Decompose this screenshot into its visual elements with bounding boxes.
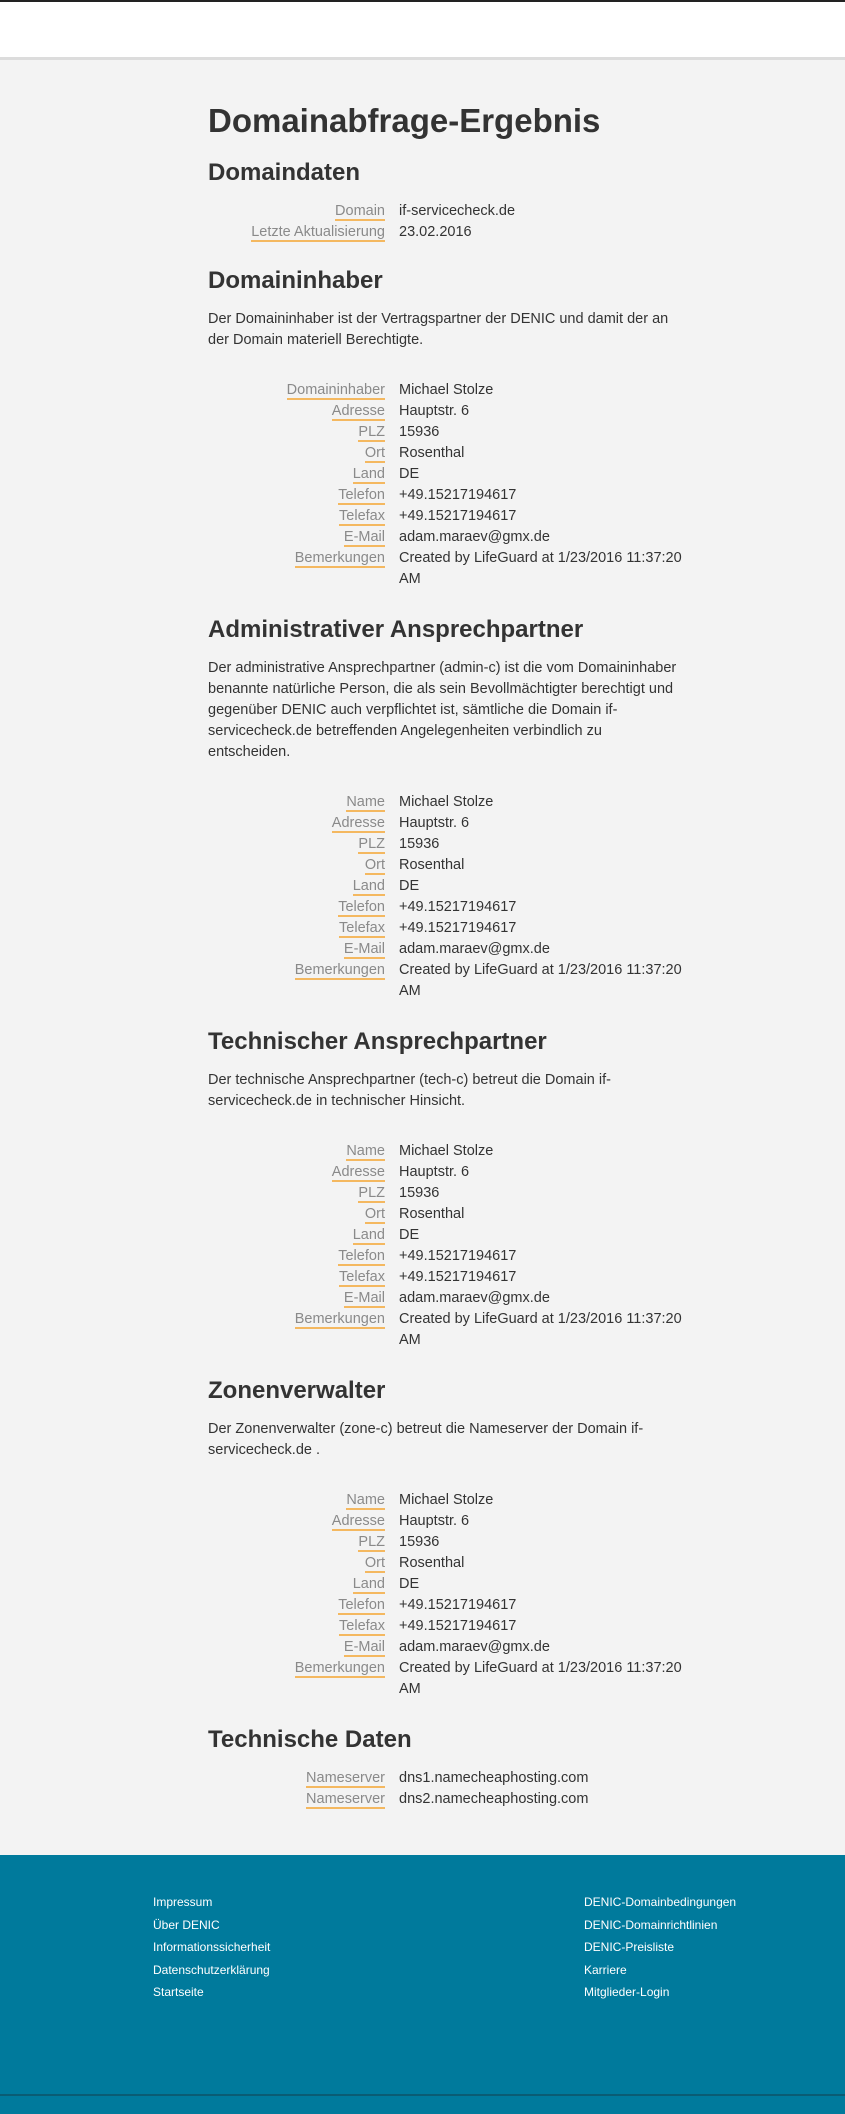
kv-value: Rosenthal: [399, 445, 465, 461]
kv-value: 15936: [399, 424, 440, 440]
kv-label: E-Mail: [343, 529, 385, 545]
site-footer: [0, 1855, 845, 2114]
kv-label: E-Mail: [343, 1639, 385, 1655]
kv-label-cell: [208, 1574, 385, 1595]
kv-label: Land: [352, 466, 385, 482]
kv-value: +49.15217194617: [399, 1597, 517, 1613]
kv-label: PLZ: [358, 424, 385, 440]
kv-label: Nameserver: [306, 1770, 385, 1786]
kv-label: Telefax: [339, 1269, 385, 1285]
kv-list: [208, 792, 688, 1002]
kv-row: [208, 527, 688, 548]
footer-link[interactable]: DENIC-Domainbedingungen: [584, 1895, 737, 1909]
section-heading: Domaindaten: [208, 159, 361, 186]
kv-label-cell: [208, 1141, 385, 1162]
kv-row: [208, 855, 688, 876]
kv-label-cell: [208, 1267, 385, 1288]
kv-value: DE: [399, 1227, 420, 1243]
kv-list: [208, 1490, 688, 1700]
kv-label-cell: [208, 1490, 385, 1511]
kv-label-cell: [208, 1309, 385, 1351]
kv-label: Telefon: [338, 1597, 385, 1613]
kv-label-cell: [208, 527, 385, 548]
kv-label: PLZ: [358, 836, 385, 852]
footer-divider: [0, 2094, 845, 2096]
kv-row: [208, 1246, 688, 1267]
kv-list: [208, 380, 688, 590]
kv-value: +49.15217194617: [399, 1269, 517, 1285]
footer-links-left: [153, 1891, 270, 2004]
kv-label: Bemerkungen: [294, 1660, 385, 1676]
kv-label-cell: [208, 1637, 385, 1658]
kv-row: [208, 1225, 688, 1246]
kv-label-cell: [208, 939, 385, 960]
kv-label: Adresse: [331, 1513, 385, 1529]
kv-value: 23.02.2016: [399, 224, 472, 240]
kv-label: Telefax: [339, 1618, 385, 1634]
kv-label: Ort: [364, 857, 385, 873]
kv-value: adam.maraev@gmx.de: [399, 529, 550, 545]
kv-label-cell: [208, 1789, 385, 1810]
kv-label: Name: [346, 1143, 385, 1159]
kv-row: [208, 1637, 688, 1658]
kv-row: [208, 792, 688, 813]
section-heading: Technische Daten: [208, 1726, 412, 1753]
kv-row: [208, 1768, 688, 1789]
kv-row: [208, 876, 688, 897]
kv-row: [208, 1616, 688, 1637]
kv-value: DE: [399, 466, 420, 482]
kv-label: Bemerkungen: [294, 1311, 385, 1327]
kv-row: [208, 548, 688, 590]
kv-list: [208, 1141, 688, 1351]
kv-label: Telefax: [339, 920, 385, 936]
kv-value: Michael Stolze: [399, 382, 494, 398]
kv-label-cell: [208, 464, 385, 485]
kv-label-cell: [208, 855, 385, 876]
kv-label-cell: [208, 1532, 385, 1553]
kv-row: [208, 1553, 688, 1574]
footer-link[interactable]: DENIC-Domainrichtlinien: [584, 1917, 718, 1932]
section-zone-c: [208, 1376, 688, 1700]
kv-label: Name: [346, 1492, 385, 1508]
kv-value: 15936: [399, 836, 440, 852]
kv-row: [208, 464, 688, 485]
kv-label: Land: [352, 1227, 385, 1243]
kv-value: Rosenthal: [399, 1555, 465, 1571]
kv-row: [208, 939, 688, 960]
section-domaindaten: [208, 158, 688, 243]
kv-value: Created by LifeGuard at 1/23/2016 11:37:20 AM: [399, 550, 682, 587]
section-heading: Domaininhaber: [208, 267, 383, 294]
kv-row: [208, 918, 688, 939]
kv-label-cell: [208, 380, 385, 401]
kv-label-cell: [208, 1288, 385, 1309]
kv-label: PLZ: [358, 1185, 385, 1201]
kv-value: if-servicecheck.de: [399, 203, 516, 219]
section-description: Der administrative Ansprechpartner (admin-c) ist die vom Domaininhaber benannte natürliche Person, die als sein Bevollmächtigter berechtigt und gegenüber DENIC auch verpflichtet ist, sämtliche die Domain if-servicecheck.de betreffenden Angelegenheiten verbindlich zu entscheiden.: [208, 660, 677, 760]
kv-value: Michael Stolze: [399, 1492, 494, 1508]
footer-link[interactable]: Impressum: [153, 1895, 213, 1909]
kv-list: [208, 201, 688, 243]
kv-row: [208, 1309, 688, 1351]
kv-label: Telefon: [338, 1248, 385, 1264]
kv-value: +49.15217194617: [399, 508, 517, 524]
kv-value: Michael Stolze: [399, 1143, 494, 1159]
section-heading: Administrativer Ansprechpartner: [208, 616, 584, 643]
kv-label-cell: [208, 422, 385, 443]
kv-label-cell: [208, 201, 385, 222]
section-heading: Zonenverwalter: [208, 1377, 386, 1404]
kv-label: Bemerkungen: [294, 550, 385, 566]
kv-label: E-Mail: [343, 1290, 385, 1306]
section-admin-c: [208, 615, 688, 1002]
kv-row: [208, 960, 688, 1002]
kv-label: Name: [346, 794, 385, 810]
kv-row: [208, 201, 688, 222]
footer-link[interactable]: Karriere: [584, 1962, 627, 1977]
kv-row: [208, 422, 688, 443]
kv-row: [208, 1288, 688, 1309]
footer-link[interactable]: Datenschutzerklärung: [153, 1962, 270, 1977]
kv-value: +49.15217194617: [399, 1618, 517, 1634]
kv-label: Nameserver: [306, 1791, 385, 1807]
kv-label-cell: [208, 1225, 385, 1246]
kv-label: Adresse: [331, 815, 385, 831]
section-heading: Technischer Ansprechpartner: [208, 1028, 547, 1055]
kv-value: Created by LifeGuard at 1/23/2016 11:37:20 AM: [399, 962, 682, 999]
kv-row: [208, 1789, 688, 1810]
kv-label-cell: [208, 1553, 385, 1574]
kv-label: Telefax: [339, 508, 385, 524]
kv-label-cell: [208, 960, 385, 1002]
kv-label: Land: [352, 878, 385, 894]
kv-label: Domaininhaber: [286, 382, 385, 398]
kv-row: [208, 485, 688, 506]
kv-row: [208, 1183, 688, 1204]
section-tech-c: [208, 1027, 688, 1351]
kv-value: dns2.namecheaphosting.com: [399, 1791, 589, 1807]
kv-value: Rosenthal: [399, 1206, 465, 1222]
kv-label-cell: [208, 1246, 385, 1267]
kv-label: Telefon: [338, 487, 385, 503]
kv-row: [208, 813, 688, 834]
kv-row: [208, 1658, 688, 1700]
kv-label-cell: [208, 897, 385, 918]
kv-row: [208, 380, 688, 401]
kv-row: [208, 1141, 688, 1162]
kv-label-cell: [208, 1768, 385, 1789]
kv-value: Hauptstr. 6: [399, 1164, 470, 1180]
kv-label-cell: [208, 1658, 385, 1700]
kv-value: Hauptstr. 6: [399, 1513, 470, 1529]
footer-link[interactable]: Startseite: [153, 1985, 204, 1999]
kv-label-cell: [208, 401, 385, 422]
kv-row: [208, 834, 688, 855]
kv-label-cell: [208, 548, 385, 590]
kv-label-cell: [208, 506, 385, 527]
kv-row: [208, 401, 688, 422]
kv-value: DE: [399, 878, 420, 894]
kv-row: [208, 1532, 688, 1553]
kv-label: Adresse: [331, 403, 385, 419]
kv-row: [208, 1511, 688, 1532]
footer-link[interactable]: Über DENIC: [153, 1917, 220, 1932]
kv-value: +49.15217194617: [399, 920, 517, 936]
kv-value: adam.maraev@gmx.de: [399, 941, 550, 957]
footer-link[interactable]: Informationssicherheit: [153, 1940, 271, 1954]
kv-value: adam.maraev@gmx.de: [399, 1639, 550, 1655]
kv-row: [208, 1574, 688, 1595]
kv-value: Hauptstr. 6: [399, 815, 470, 831]
kv-label-cell: [208, 1595, 385, 1616]
kv-label: PLZ: [358, 1534, 385, 1550]
top-header-bar: [0, 0, 845, 60]
footer-link[interactable]: Mitglieder-Login: [584, 1985, 670, 1999]
main-content: [208, 60, 688, 1810]
kv-label: Adresse: [331, 1164, 385, 1180]
kv-label-cell: [208, 813, 385, 834]
kv-label-cell: [208, 792, 385, 813]
section-description: Der Domaininhaber ist der Vertragspartner der DENIC und damit der an der Domain materiell Berechtigte.: [208, 311, 669, 348]
kv-value: Rosenthal: [399, 857, 465, 873]
kv-label-cell: [208, 485, 385, 506]
kv-label-cell: [208, 834, 385, 855]
kv-row: [208, 1595, 688, 1616]
kv-value: +49.15217194617: [399, 1248, 517, 1264]
kv-row: [208, 1490, 688, 1511]
kv-label-cell: [208, 222, 385, 243]
kv-value: adam.maraev@gmx.de: [399, 1290, 550, 1306]
section-description: Der technische Ansprechpartner (tech-c) betreut die Domain if-servicecheck.de in technischer Hinsicht.: [208, 1072, 611, 1109]
kv-value: DE: [399, 1576, 420, 1592]
kv-label: Ort: [364, 1206, 385, 1222]
footer-link[interactable]: DENIC-Preisliste: [584, 1940, 675, 1954]
kv-label: Letzte Aktualisierung: [251, 224, 385, 240]
kv-value: 15936: [399, 1534, 440, 1550]
kv-label: Telefon: [338, 899, 385, 915]
kv-label: Ort: [364, 445, 385, 461]
kv-label-cell: [208, 1616, 385, 1637]
kv-label-cell: [208, 1183, 385, 1204]
kv-label-cell: [208, 1162, 385, 1183]
kv-value: +49.15217194617: [399, 899, 517, 915]
kv-label: E-Mail: [343, 941, 385, 957]
kv-value: Michael Stolze: [399, 794, 494, 810]
kv-row: [208, 1267, 688, 1288]
kv-label-cell: [208, 1204, 385, 1225]
kv-label: Bemerkungen: [294, 962, 385, 978]
kv-label-cell: [208, 876, 385, 897]
kv-label: Land: [352, 1576, 385, 1592]
kv-label: Domain: [335, 203, 385, 219]
section-domaininhaber: [208, 266, 688, 590]
kv-row: [208, 443, 688, 464]
kv-row: [208, 222, 688, 243]
section-description: Der Zonenverwalter (zone-c) betreut die Nameserver der Domain if-servicecheck.de .: [208, 1421, 644, 1458]
kv-list: [208, 1768, 688, 1810]
kv-label-cell: [208, 918, 385, 939]
section-technische-daten: [208, 1725, 688, 1810]
kv-value: Hauptstr. 6: [399, 403, 470, 419]
kv-value: 15936: [399, 1185, 440, 1201]
kv-label: Ort: [364, 1555, 385, 1571]
kv-value: dns1.namecheaphosting.com: [399, 1770, 589, 1786]
kv-row: [208, 1204, 688, 1225]
kv-label-cell: [208, 443, 385, 464]
kv-value: +49.15217194617: [399, 487, 517, 503]
page-title: Domainabfrage-Ergebnis: [208, 102, 601, 139]
kv-row: [208, 506, 688, 527]
kv-value: Created by LifeGuard at 1/23/2016 11:37:20 AM: [399, 1660, 682, 1697]
kv-row: [208, 1162, 688, 1183]
kv-label-cell: [208, 1511, 385, 1532]
footer-links-right: [584, 1891, 736, 2004]
kv-value: Created by LifeGuard at 1/23/2016 11:37:20 AM: [399, 1311, 682, 1348]
kv-row: [208, 897, 688, 918]
